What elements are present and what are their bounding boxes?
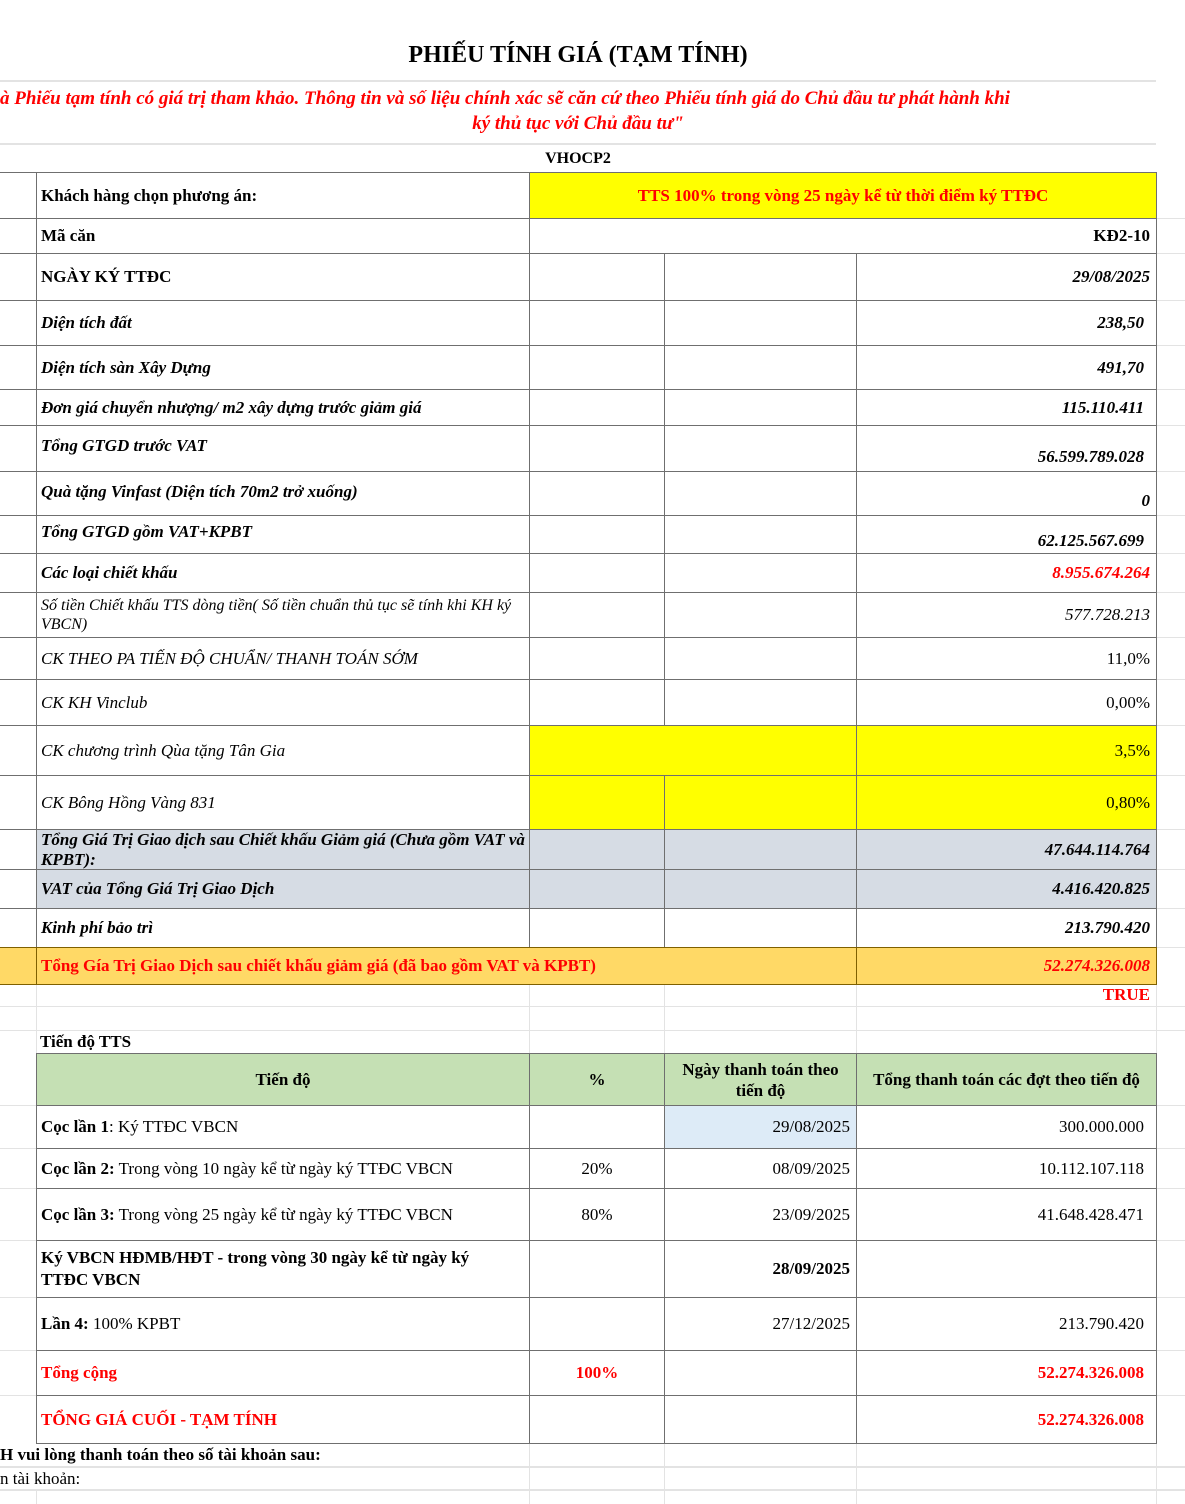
grand-total-label: Tổng Gía Trị Giao Dịch sau chiết khấu giảm giá (đã bao gồm VAT và KPBT): [36, 947, 857, 985]
gridline: [1156, 425, 1185, 426]
unit-price-label: Đơn giá chuyển nhượng/ m2 xây dựng trước giảm giá: [36, 389, 530, 426]
stage-rest: 100% KPBT: [88, 1314, 181, 1333]
empty-cell: [664, 345, 857, 390]
vinfast-gift-label: Quà tặng Vinfast (Diện tích 70m2 trở xuống): [36, 471, 530, 516]
empty-cell: [664, 253, 857, 301]
gridline: [36, 1490, 37, 1504]
unit-price-value[interactable]: 115.110.411: [856, 389, 1157, 426]
gridline: [1156, 869, 1185, 870]
gridline: [0, 1240, 36, 1241]
gridline: [1156, 218, 1185, 219]
total-incl-label: Tổng GTGD gồm VAT+KPBT: [36, 515, 530, 554]
empty-cell: [529, 553, 665, 593]
gridline: [0, 1105, 36, 1106]
empty-cell: [529, 425, 665, 472]
stage-rest: Trong vòng 10 ngày kể từ ngày ký TTĐC VBCN: [114, 1158, 453, 1178]
gridline: [664, 1443, 665, 1504]
ck-vinclub-value[interactable]: 0,00%: [856, 679, 1157, 726]
gridline: [1156, 637, 1185, 638]
total-before-vat-label: Tổng GTGD trước VAT: [36, 425, 530, 472]
empty-cell: [529, 725, 857, 776]
empty-cell: [664, 679, 857, 726]
schedule-row-stage: [36, 1240, 530, 1298]
gridline: [0, 1148, 36, 1149]
disclaimer-line-2: ký thủ tục với Chủ đầu tư": [472, 113, 684, 134]
gridline: [0, 1006, 1185, 1007]
schedule-title: Tiến độ TTS: [40, 1032, 132, 1051]
schedule-row-date: 08/09/2025: [664, 1148, 857, 1189]
gridline: [1156, 775, 1185, 776]
stage-bold: Cọc lần 1: [41, 1117, 109, 1136]
sign-date-value[interactable]: 29/08/2025: [856, 253, 1157, 301]
header-amount: Tổng thanh toán các đợt theo tiến độ: [856, 1053, 1157, 1106]
gridline: [1156, 471, 1185, 472]
gridline: [1156, 1148, 1185, 1149]
land-area-value[interactable]: 238,50: [856, 300, 1157, 346]
schedule-row-percent: [529, 1240, 665, 1298]
empty-cell: [664, 389, 857, 426]
grand-total-value[interactable]: 52.274.326.008: [856, 947, 1157, 985]
row-index-cell: [0, 947, 37, 985]
empty-cell: [529, 637, 665, 680]
schedule-row-percent: [529, 1297, 665, 1351]
gridline: [0, 80, 1156, 82]
schedule-row-amount: 41.648.428.471: [856, 1188, 1157, 1241]
vat-label: VAT của Tổng Giá Trị Giao Dịch: [36, 869, 530, 909]
empty-cell: [529, 389, 665, 426]
row-index-cell: [0, 679, 37, 726]
empty-cell: [664, 553, 857, 593]
ck-early-label: CK THEO PA TIẾN ĐỘ CHUẨN/ THANH TOÁN SỚM: [36, 637, 530, 680]
gridline: [0, 1350, 36, 1351]
schedule-row-date: 27/12/2025: [664, 1297, 857, 1351]
row-index-cell: [0, 389, 37, 426]
ck-vinclub-label: CK KH Vinclub: [36, 679, 530, 726]
empty-cell: [664, 829, 857, 870]
schedule-row-percent: [529, 1105, 665, 1149]
discounts-label: Các loại chiết khấu: [36, 553, 530, 593]
after-discount-label: Tổng Giá Trị Giao dịch sau Chiết khấu Giảm giá (Chưa gồm VAT và KPBT):: [36, 829, 530, 870]
gridline: [1156, 908, 1185, 909]
row-index-cell: [0, 592, 37, 638]
empty-cell: [529, 253, 665, 301]
empty-cell: [664, 869, 857, 909]
plan-value[interactable]: TTS 100% trong vòng 25 ngày kể từ thời điểm ký TTĐC: [529, 172, 1157, 219]
schedule-row-stage: [36, 1188, 530, 1241]
empty-cell: [664, 592, 857, 638]
gridline: [1156, 345, 1185, 346]
row-index-cell: [0, 908, 37, 948]
empty-cell: [529, 679, 665, 726]
stage-bold: Ký VBCN HĐMB/HĐT - trong vòng 30 ngày kể từ ngày ký TTĐC VBCN: [41, 1248, 470, 1289]
unit-value[interactable]: KĐ2-10: [529, 218, 1157, 254]
row-index-cell: [0, 637, 37, 680]
empty-cell: [529, 829, 665, 870]
row-index-cell: [0, 218, 37, 254]
disclaimer-line-1: à Phiếu tạm tính có giá trị tham khảo. Thông tin và số liệu chính xác sẽ căn cứ theo Phiếu tính giá do Chủ đầu tư phát hành khi: [0, 88, 1010, 109]
account-label: n tài khoản:: [0, 1469, 81, 1488]
gridline: [1156, 253, 1185, 254]
schedule-row-stage: [36, 1148, 530, 1189]
row-index-cell: [0, 172, 37, 219]
check-value: TRUE: [1102, 985, 1150, 1004]
final-amount: 52.274.326.008: [856, 1395, 1157, 1444]
row-index-cell: [0, 725, 37, 776]
gridline: [1156, 553, 1185, 554]
ck-tangia-value[interactable]: 3,5%: [856, 725, 1157, 776]
gridline: [664, 984, 665, 1054]
empty-cell: [664, 1350, 857, 1396]
empty-cell: [529, 869, 665, 909]
empty-cell: [529, 592, 665, 638]
schedule-row-date: 28/09/2025: [664, 1240, 857, 1298]
stage-rest: : Ký TTĐC VBCN: [109, 1117, 239, 1136]
gridline: [1156, 389, 1185, 390]
empty-cell: [529, 775, 665, 830]
gridline: [1156, 1350, 1185, 1351]
header-date: Ngày thanh toán theo tiến độ: [664, 1053, 857, 1106]
total-label: Tổng cộng: [36, 1350, 530, 1396]
ck-early-value[interactable]: 11,0%: [856, 637, 1157, 680]
gridline: [1156, 1395, 1185, 1396]
payment-note: H vui lòng thanh toán theo số tài khoản sau:: [0, 1445, 321, 1464]
land-area-label: Diện tích đất: [36, 300, 530, 346]
total-percent: 100%: [529, 1350, 665, 1396]
schedule-row-percent: 20%: [529, 1148, 665, 1189]
gridline: [1156, 947, 1185, 948]
after-discount-value[interactable]: 47.644.114.764: [856, 829, 1157, 870]
gridline: [1156, 1188, 1185, 1189]
schedule-row-date[interactable]: 29/08/2025: [664, 1105, 857, 1149]
row-index-cell: [0, 345, 37, 390]
stage-bold: Lần 4:: [41, 1314, 89, 1333]
sign-date-label: NGÀY KÝ TTĐC: [36, 253, 530, 301]
empty-cell: [664, 471, 857, 516]
empty-cell: [664, 1395, 857, 1444]
discounts-value[interactable]: 8.955.674.264: [856, 553, 1157, 593]
stage-bold: Cọc lần 2:: [41, 1158, 115, 1178]
empty-cell: [664, 300, 857, 346]
row-index-cell: [0, 471, 37, 516]
stage-rest: Trong vòng 25 ngày kể từ ngày ký TTĐC VBCN: [114, 1204, 453, 1224]
gridline: [1156, 515, 1185, 516]
header-percent: %: [529, 1053, 665, 1106]
schedule-row-amount: 213.790.420: [856, 1297, 1157, 1351]
plan-label: Khách hàng chọn phương án:: [36, 172, 530, 219]
empty-cell: [529, 300, 665, 346]
vinfast-gift-value[interactable]: 0: [856, 471, 1157, 516]
schedule-row-amount: 10.112.107.118: [856, 1148, 1157, 1189]
unit-label: Mã căn: [36, 218, 530, 254]
empty-cell: [664, 775, 857, 830]
empty-cell: [529, 1395, 665, 1444]
project-code: VHOCP2: [545, 149, 611, 167]
gridline: [1156, 829, 1185, 830]
floor-area-value[interactable]: 491,70: [856, 345, 1157, 390]
row-index-cell: [0, 869, 37, 909]
row-index-cell: [0, 253, 37, 301]
gridline: [1156, 679, 1185, 680]
page-title: PHIẾU TÍNH GIÁ (TẠM TÍNH): [408, 41, 748, 68]
maintenance-label: Kinh phí bảo trì: [36, 908, 530, 948]
gridline: [1156, 725, 1185, 726]
gridline: [1156, 300, 1185, 301]
row-index-cell: [0, 425, 37, 472]
total-amount: 52.274.326.008: [856, 1350, 1157, 1396]
gridline: [0, 1395, 36, 1396]
empty-cell: [529, 345, 665, 390]
empty-cell: [664, 908, 857, 948]
gridline: [856, 1443, 857, 1504]
schedule-row-stage: [36, 1105, 530, 1149]
gridline: [1156, 1240, 1185, 1241]
empty-cell: [529, 515, 665, 554]
gridline: [1156, 1105, 1185, 1106]
tts-discount-label: Số tiền Chiết khấu TTS dòng tiền( Số tiền chuẩn thủ tục sẽ tính khi KH ký VBCN): [36, 592, 530, 638]
final-label: TỔNG GIÁ CUỐI - TẠM TÍNH: [36, 1395, 530, 1444]
tts-discount-value[interactable]: 577.728.213: [856, 592, 1157, 638]
empty-cell: [664, 425, 857, 472]
empty-cell: [664, 637, 857, 680]
empty-cell: [529, 908, 665, 948]
header-stage: Tiến độ: [36, 1053, 530, 1106]
row-index-cell: [0, 515, 37, 554]
row-index-cell: [0, 775, 37, 830]
gridline: [0, 1188, 36, 1189]
schedule-row-amount: 300.000.000: [856, 1105, 1157, 1149]
vat-value[interactable]: 4.416.420.825: [856, 869, 1157, 909]
schedule-row-percent: 80%: [529, 1188, 665, 1241]
schedule-row-date: 23/09/2025: [664, 1188, 857, 1241]
ck-tangia-label: CK chương trình Qùa tặng Tân Gia: [36, 725, 530, 776]
gridline: [1156, 592, 1185, 593]
row-index-cell: [0, 553, 37, 593]
row-index-cell: [0, 829, 37, 870]
gridline: [1156, 1297, 1185, 1298]
empty-cell: [664, 515, 857, 554]
ck-bonghong-label: CK Bông Hồng Vàng 831: [36, 775, 530, 830]
total-before-vat-value[interactable]: 56.599.789.028: [856, 425, 1157, 472]
ck-bonghong-value[interactable]: 0,80%: [856, 775, 1157, 830]
floor-area-label: Diện tích sàn Xây Dựng: [36, 345, 530, 390]
schedule-row-stage: [36, 1297, 530, 1351]
stage-bold: Cọc lần 3:: [41, 1204, 115, 1224]
maintenance-value[interactable]: 213.790.420: [856, 908, 1157, 948]
schedule-row-amount: [856, 1240, 1157, 1298]
gridline: [0, 1297, 36, 1298]
row-index-cell: [0, 300, 37, 346]
total-incl-value[interactable]: 62.125.567.699: [856, 515, 1157, 554]
empty-cell: [529, 471, 665, 516]
